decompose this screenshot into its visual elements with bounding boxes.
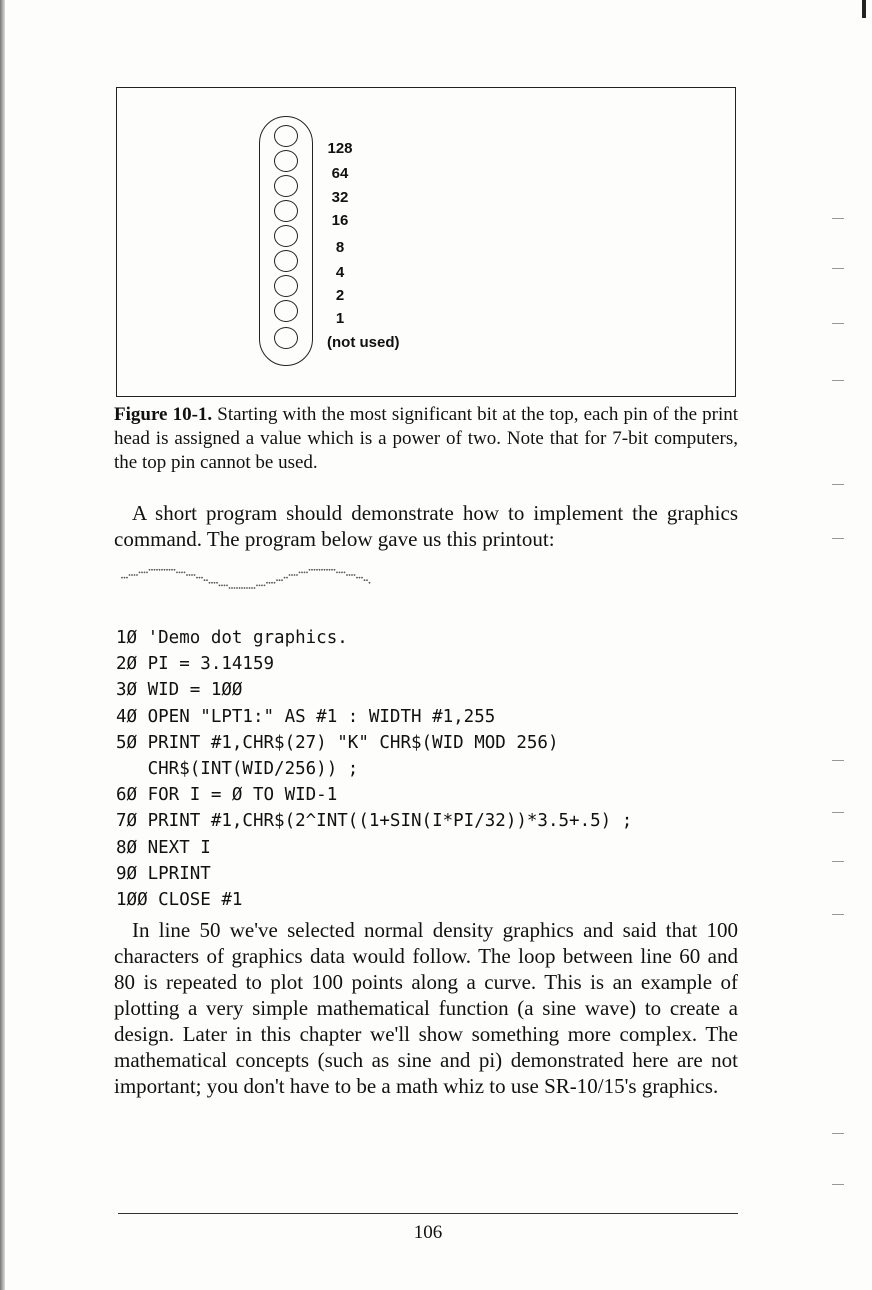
margin-tick: [832, 760, 844, 761]
printout-dot: [274, 582, 276, 584]
printout-dot: [354, 574, 356, 576]
pin-value-label: 128: [327, 140, 353, 157]
printout-dot: [301, 572, 303, 574]
page-edge-shadow: [0, 0, 5, 1290]
printout-dot: [231, 587, 233, 589]
printout-dot: [159, 569, 161, 571]
printout-dot: [344, 572, 346, 574]
printout-dot: [144, 572, 146, 574]
printout-dot: [224, 585, 226, 587]
printout-dot: [176, 572, 178, 574]
printout-dot: [244, 587, 246, 589]
print-pin: [274, 125, 298, 147]
printout-dot: [189, 574, 191, 576]
printout-dot: [346, 574, 348, 576]
printout-dot: [311, 569, 313, 571]
printout-dot: [216, 582, 218, 584]
printout-dot: [339, 572, 341, 574]
printout-dot: [366, 579, 368, 581]
margin-tick: [832, 538, 844, 539]
printout-dot: [336, 572, 338, 574]
printout-dot: [256, 585, 258, 587]
code-line: 8Ø NEXT I: [116, 837, 211, 858]
printout-dot: [356, 577, 358, 579]
printout-dot: [321, 569, 323, 571]
code-line: 7Ø PRINT #1,CHR$(2^INT((1+SIN(I*PI/32))*3.5+.5) ;: [116, 811, 633, 832]
printout-dot: [154, 569, 156, 571]
pin-value-label: 32: [331, 189, 349, 206]
print-pin: [274, 300, 298, 322]
printout-dot: [186, 574, 188, 576]
printout-dot: [291, 574, 293, 576]
printout-dot: [221, 585, 223, 587]
code-line: 1Ø 'Demo dot graphics.: [116, 628, 348, 648]
scan-edge-mark: [862, 0, 866, 18]
printout-dot: [341, 572, 343, 574]
print-head-outline: [259, 116, 313, 366]
print-head-figure: [116, 87, 736, 397]
printout-dot: [239, 587, 241, 589]
printout-dot: [331, 569, 333, 571]
printout-dot: [219, 585, 221, 587]
printout-dot: [281, 579, 283, 581]
printout-dot: [261, 585, 263, 587]
printout-dot: [214, 582, 216, 584]
printout-dot: [309, 569, 311, 571]
printout-dot: [314, 569, 316, 571]
figure-caption-label: Figure 10-1.: [114, 404, 213, 425]
pin-value-label: (not used): [327, 334, 400, 351]
printout-dot: [199, 577, 201, 579]
margin-tick: [832, 1184, 844, 1185]
printout-dot: [229, 587, 231, 589]
printout-dot: [156, 569, 158, 571]
printout-dot: [324, 569, 326, 571]
print-pin: [274, 175, 298, 197]
pin-value-label: 8: [335, 239, 345, 256]
margin-tick: [832, 218, 844, 219]
explanation-paragraph: In line 50 we've selected normal density graphics and said that 100 characters of graphics data would follow. The loop between line 60 and 80 is repeated to plot 100 points along a curve. This is an example of plotting a very simple mathematical function (a sine wave) to create a design. Later in this chapter we'll show something more complex. The mathematical concepts (such as sine and pi) demonstrated here are not important; you don't have to be a math whiz to use SR-10/15's graphics.: [114, 918, 738, 1098]
printout-dot: [201, 577, 203, 579]
printout-dot: [249, 587, 251, 589]
printout-dot: [179, 572, 181, 574]
printout-dot: [369, 582, 371, 584]
printout-dot: [234, 587, 236, 589]
printout-dot: [284, 577, 286, 579]
printout-dot: [319, 569, 321, 571]
printout-dot: [206, 579, 208, 581]
printout-dot: [246, 587, 248, 589]
print-pin: [274, 250, 298, 272]
figure-caption: [114, 403, 738, 475]
printout-dot: [174, 569, 176, 571]
printout-dot: [181, 572, 183, 574]
printout-dot: [334, 569, 336, 571]
printout-dot: [136, 574, 138, 576]
printout-dot: [351, 574, 353, 576]
printout-dot: [361, 577, 363, 579]
printout-dot: [226, 585, 228, 587]
printout-dot: [271, 582, 273, 584]
margin-tick: [832, 914, 844, 915]
pin-value-label: 16: [331, 212, 349, 229]
printout-dot: [171, 569, 173, 571]
basic-program-listing: [116, 625, 756, 913]
margin-tick: [832, 380, 844, 381]
printout-dot: [304, 572, 306, 574]
printout-dot: [139, 572, 141, 574]
code-line: 6Ø FOR I = Ø TO WID-1: [116, 785, 338, 806]
margin-tick: [832, 268, 844, 269]
printout-dot: [299, 572, 301, 574]
code-line: 5Ø PRINT #1,CHR$(27) "K" CHR$(WID MOD 256): [116, 732, 559, 753]
printout-dot: [191, 574, 193, 576]
printout-dot: [294, 574, 296, 576]
printout-dot: [349, 574, 351, 576]
printout-dot: [241, 587, 243, 589]
pin-value-label: 1: [335, 310, 345, 327]
printout-dot: [264, 585, 266, 587]
printout-dot: [134, 574, 136, 576]
printout-dot: [146, 572, 148, 574]
print-pin: [274, 200, 298, 222]
intro-paragraph: A short program should demonstrate how to implement the graphics command. The program below gave us this printout:: [114, 501, 738, 551]
printout-dot: [161, 569, 163, 571]
margin-tick: [832, 484, 844, 485]
printout-dot: [131, 574, 133, 576]
code-line: 3Ø WID = 1ØØ: [116, 680, 243, 701]
print-pin: [274, 275, 298, 297]
printout-dot: [121, 577, 123, 579]
printout-dot: [166, 569, 168, 571]
margin-tick: [832, 812, 844, 813]
code-line: 2Ø PI = 3.14159: [116, 654, 275, 675]
code-line: CHR$(INT(WID/256)) ;: [116, 758, 359, 779]
sine-wave-printout: [118, 566, 378, 592]
printout-dot: [124, 577, 126, 579]
footer-rule: [118, 1213, 738, 1214]
pin-value-label: 2: [335, 287, 345, 304]
printout-dot: [326, 569, 328, 571]
code-line: 1ØØ CLOSE #1: [116, 889, 243, 910]
printout-dot: [209, 582, 211, 584]
printout-dot: [364, 579, 366, 581]
printout-dot: [149, 569, 151, 571]
margin-tick: [832, 861, 844, 862]
printout-dot: [184, 572, 186, 574]
print-pin: [274, 225, 298, 247]
figure-caption-text: Starting with the most significant bit at the top, each pin of the print head is assigned a value which is a power of two. Note that for 7-bit computers, the top pin cannot be used.: [114, 404, 738, 473]
printout-dot: [359, 577, 361, 579]
printout-dot: [164, 569, 166, 571]
printout-dot: [286, 577, 288, 579]
pin-value-label: 64: [331, 165, 349, 182]
printout-dot: [126, 577, 128, 579]
printout-dot: [306, 572, 308, 574]
printout-dot: [211, 582, 213, 584]
printout-dot: [316, 569, 318, 571]
printout-dot: [141, 572, 143, 574]
printout-dot: [194, 574, 196, 576]
margin-tick: [832, 1133, 844, 1134]
printout-dot: [276, 579, 278, 581]
printout-dot: [269, 582, 271, 584]
print-pin: [274, 327, 298, 349]
margin-tick: [832, 323, 844, 324]
page-number: 106: [413, 1222, 443, 1243]
printout-dot: [196, 577, 198, 579]
printout-dot: [296, 574, 298, 576]
printout-dot: [236, 587, 238, 589]
printout-dot: [151, 569, 153, 571]
printout-dot: [279, 579, 281, 581]
code-line: 9Ø LPRINT: [116, 863, 211, 884]
printout-dot: [266, 582, 268, 584]
printout-dot: [254, 587, 256, 589]
printout-dot: [169, 569, 171, 571]
printout-dot: [251, 587, 253, 589]
code-line: 4Ø OPEN "LPT1:" AS #1 : WIDTH #1,255: [116, 706, 496, 727]
printout-dot: [204, 579, 206, 581]
printout-dot: [259, 585, 261, 587]
print-pin: [274, 150, 298, 172]
printout-dot: [129, 574, 131, 576]
pin-value-label: 4: [335, 264, 345, 281]
printout-dot: [289, 574, 291, 576]
printout-dot: [329, 569, 331, 571]
